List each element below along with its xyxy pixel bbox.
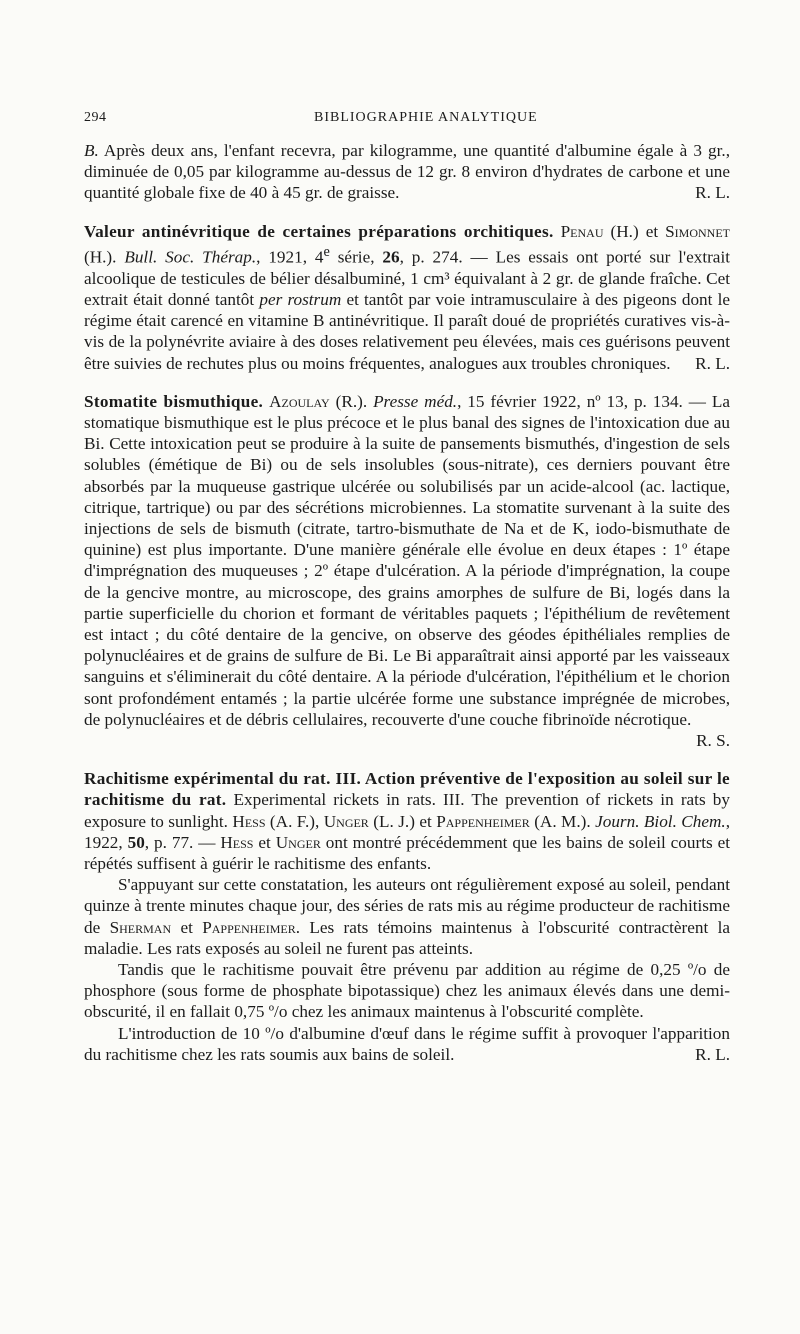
author-initials: (H.). [84, 247, 125, 267]
paragraph-label: B. [84, 141, 99, 160]
abstract-text: ont montré précédemment que les bains de soleil courts et répétés suffisent à guérir le rachitisme des enfants. [84, 832, 731, 874]
reviewer-initials: R. S. [696, 731, 730, 751]
journal-name: Bull. Soc. Thérap. [124, 247, 257, 267]
author-name: Pappenheimer [202, 917, 296, 937]
reference-text: , p. 77. — [144, 832, 221, 852]
abstract-text: L'introduction de 10 º/o d'albumine d'œuf dans le régime suffit à provoquer l'apparition du rachitisme chez les rats soumis aux bains de soleil. [84, 1023, 730, 1064]
abstract-text: et [253, 832, 276, 852]
abstract-paragraph [84, 1023, 730, 1065]
author-name: Simonnet [665, 221, 731, 241]
author-name: Hess [220, 832, 254, 852]
reference-text: , 1921, 4 [256, 247, 324, 267]
author-name: Penau [560, 221, 604, 241]
author-initials: (H.) et [603, 221, 666, 241]
volume-number: 26 [382, 247, 400, 267]
abstract-antinevritique [84, 221, 730, 374]
article-title: Rachitisme expérimental du rat. III. Action préventive de l'exposition au soleil sur le rachitisme du rat. [84, 769, 730, 810]
abstract-paragraph [84, 140, 730, 204]
abstract-text: , p. 274. — Les essais ont porté sur l'extrait alcoolique de testicules de bélier désalbuminé, 1 cm³ équivalant à 2 gr. de glande fraîche. Cet extrait était donné tantôt [84, 247, 730, 309]
author-name: Azoulay [269, 391, 330, 411]
running-header [84, 110, 730, 126]
abstract-text: . Les rats témoins maintenus à l'obscurité contractèrent la maladie. Les rats exposés au soleil ne furent pas atteints. [84, 917, 730, 958]
abstract-paragraph [84, 768, 730, 874]
author-initials: (A. F.), [265, 811, 324, 831]
journal-name: Journ. Biol. Chem. [595, 811, 726, 831]
latin-phrase: per rostrum [259, 289, 342, 309]
article-title: Stomatite bismuthique. [84, 391, 264, 411]
abstract-text: et tantôt par voie intramusculaire à des pigeons dont le régime était carencé en vitamine B antinévritique. Il paraît doué de propriétés curatives vis-à-vis de la polynévrite aviaire à des doses relativement peu élevées, mais ces guérisons peuvent être suivies de rechutes plus ou moins fréquentes, analogues aux troubles chroniques. [84, 289, 731, 373]
reviewer-initials: R. L. [695, 1044, 730, 1064]
english-title: Experimental rickets in rats. III. The prevention of rickets in rats by exposure to sunlight. [84, 790, 730, 831]
author-initials: (R.). [329, 391, 374, 411]
abstract-stomatite [84, 391, 730, 751]
abstract-text: S'appuyant sur cette constatation, les auteurs ont régulièrement exposé au soleil, pendant quinze à trente minutes chaque jour, des séries de rats mis au régime producteur de rachitisme de [84, 875, 730, 937]
volume-number: 50 [127, 832, 145, 852]
abstract-rachitisme [84, 768, 730, 1065]
reviewer-initials: R. L. [695, 353, 730, 373]
running-title: BIBLIOGRAPHIE ANALYTIQUE [314, 110, 538, 125]
author-initials: (L. J.) et [368, 811, 437, 831]
reviewer-initials: R. L. [695, 183, 730, 203]
author-initials: (A. M.). [529, 811, 596, 831]
abstract-paragraph [84, 874, 730, 959]
article-title: Valeur antinévritique de certaines préparations orchitiques. [84, 221, 554, 241]
abstract-text: Après deux ans, l'enfant recevra, par kilogramme, une quantité d'albumine égale à 3 gr., diminuée de 0,05 par kilogramme au-dessus de 12 gr. 8 environ d'hydrates de carbone et une quantité globale fixe de 40 à 45 gr. de graisse. [84, 141, 730, 203]
author-name: Unger [275, 832, 321, 852]
superscript: e [323, 243, 330, 260]
abstract-continuation [84, 140, 730, 204]
journal-name: Presse méd. [373, 391, 458, 411]
abstract-paragraph: Tandis que le rachitisme pouvait être prévenu par addition au régime de 0,25 º/o de phosphore (sous forme de phosphate bipotassique) chez les animaux élevés dans une demi-obscurité, il en fallait 0,75 º/o chez les animaux maintenus à l'obscurité complète. [84, 960, 730, 1022]
reference-text: série, [329, 247, 383, 267]
author-name: Sherman [109, 917, 172, 937]
author-name: Pappenheimer [436, 811, 530, 831]
abstract-paragraph [84, 221, 730, 374]
author-name: Unger [323, 811, 369, 831]
reference-text: , 1922, [84, 811, 730, 852]
abstract-paragraph [84, 391, 730, 751]
page-number: 294 [84, 110, 107, 125]
author-name: Hess [232, 811, 266, 831]
abstract-text: , 15 février 1922, nº 13, p. 134. — La stomatique bismuthique est le plus précoce et le plus banal des signes de l'intoxication due au Bi. Cette intoxication peut se produire à la suite de pansements bismuthés, d'ingestion de sels solubles (émétique de Bi) ou de sels insolubles (sous-nitrate), ces derniers pouvant être absorbés par la muqueuse gastrique ulcérée ou solubilisés par un acide-alcool (ac. lactique, citrique, tartrique) ou par des sécrétions microbiennes. La stomatite survenant à la suite des injections de sels de bismuth (citrate, tartro-bismuthate de Na et de K, iodo-bismuthate de quinine) est plus importante. D'une manière générale elle évolue en deux étapes : 1º étape d'imprégnation des muqueuses ; 2º étape d'ulcération. A la période d'imprégnation, la coupe de la gencive montre, au microscope, des grains amorphes de sulfure de Bi, logés dans la partie superficielle du chorion et formant de véritables paquets ; l'épithélium de revêtement est intact ; du côté dentaire de la gencive, on observe des géodes épithéliales remplies de polynucléaires et de grains de sulfure de Bi. Le Bi apparaîtrait ainsi apporté par les vaisseaux sanguins et s'éliminerait du côté dentaire. A la période d'ulcération, l'épithélium et le chorion sont profondément entamés ; la partie ulcérée forme une substance imprégnée de microbes, de polynucléaires et de débris cellulaires, recouverte d'une couche fibrinoïde nécrotique. [84, 391, 730, 729]
abstract-text: et [171, 917, 203, 937]
